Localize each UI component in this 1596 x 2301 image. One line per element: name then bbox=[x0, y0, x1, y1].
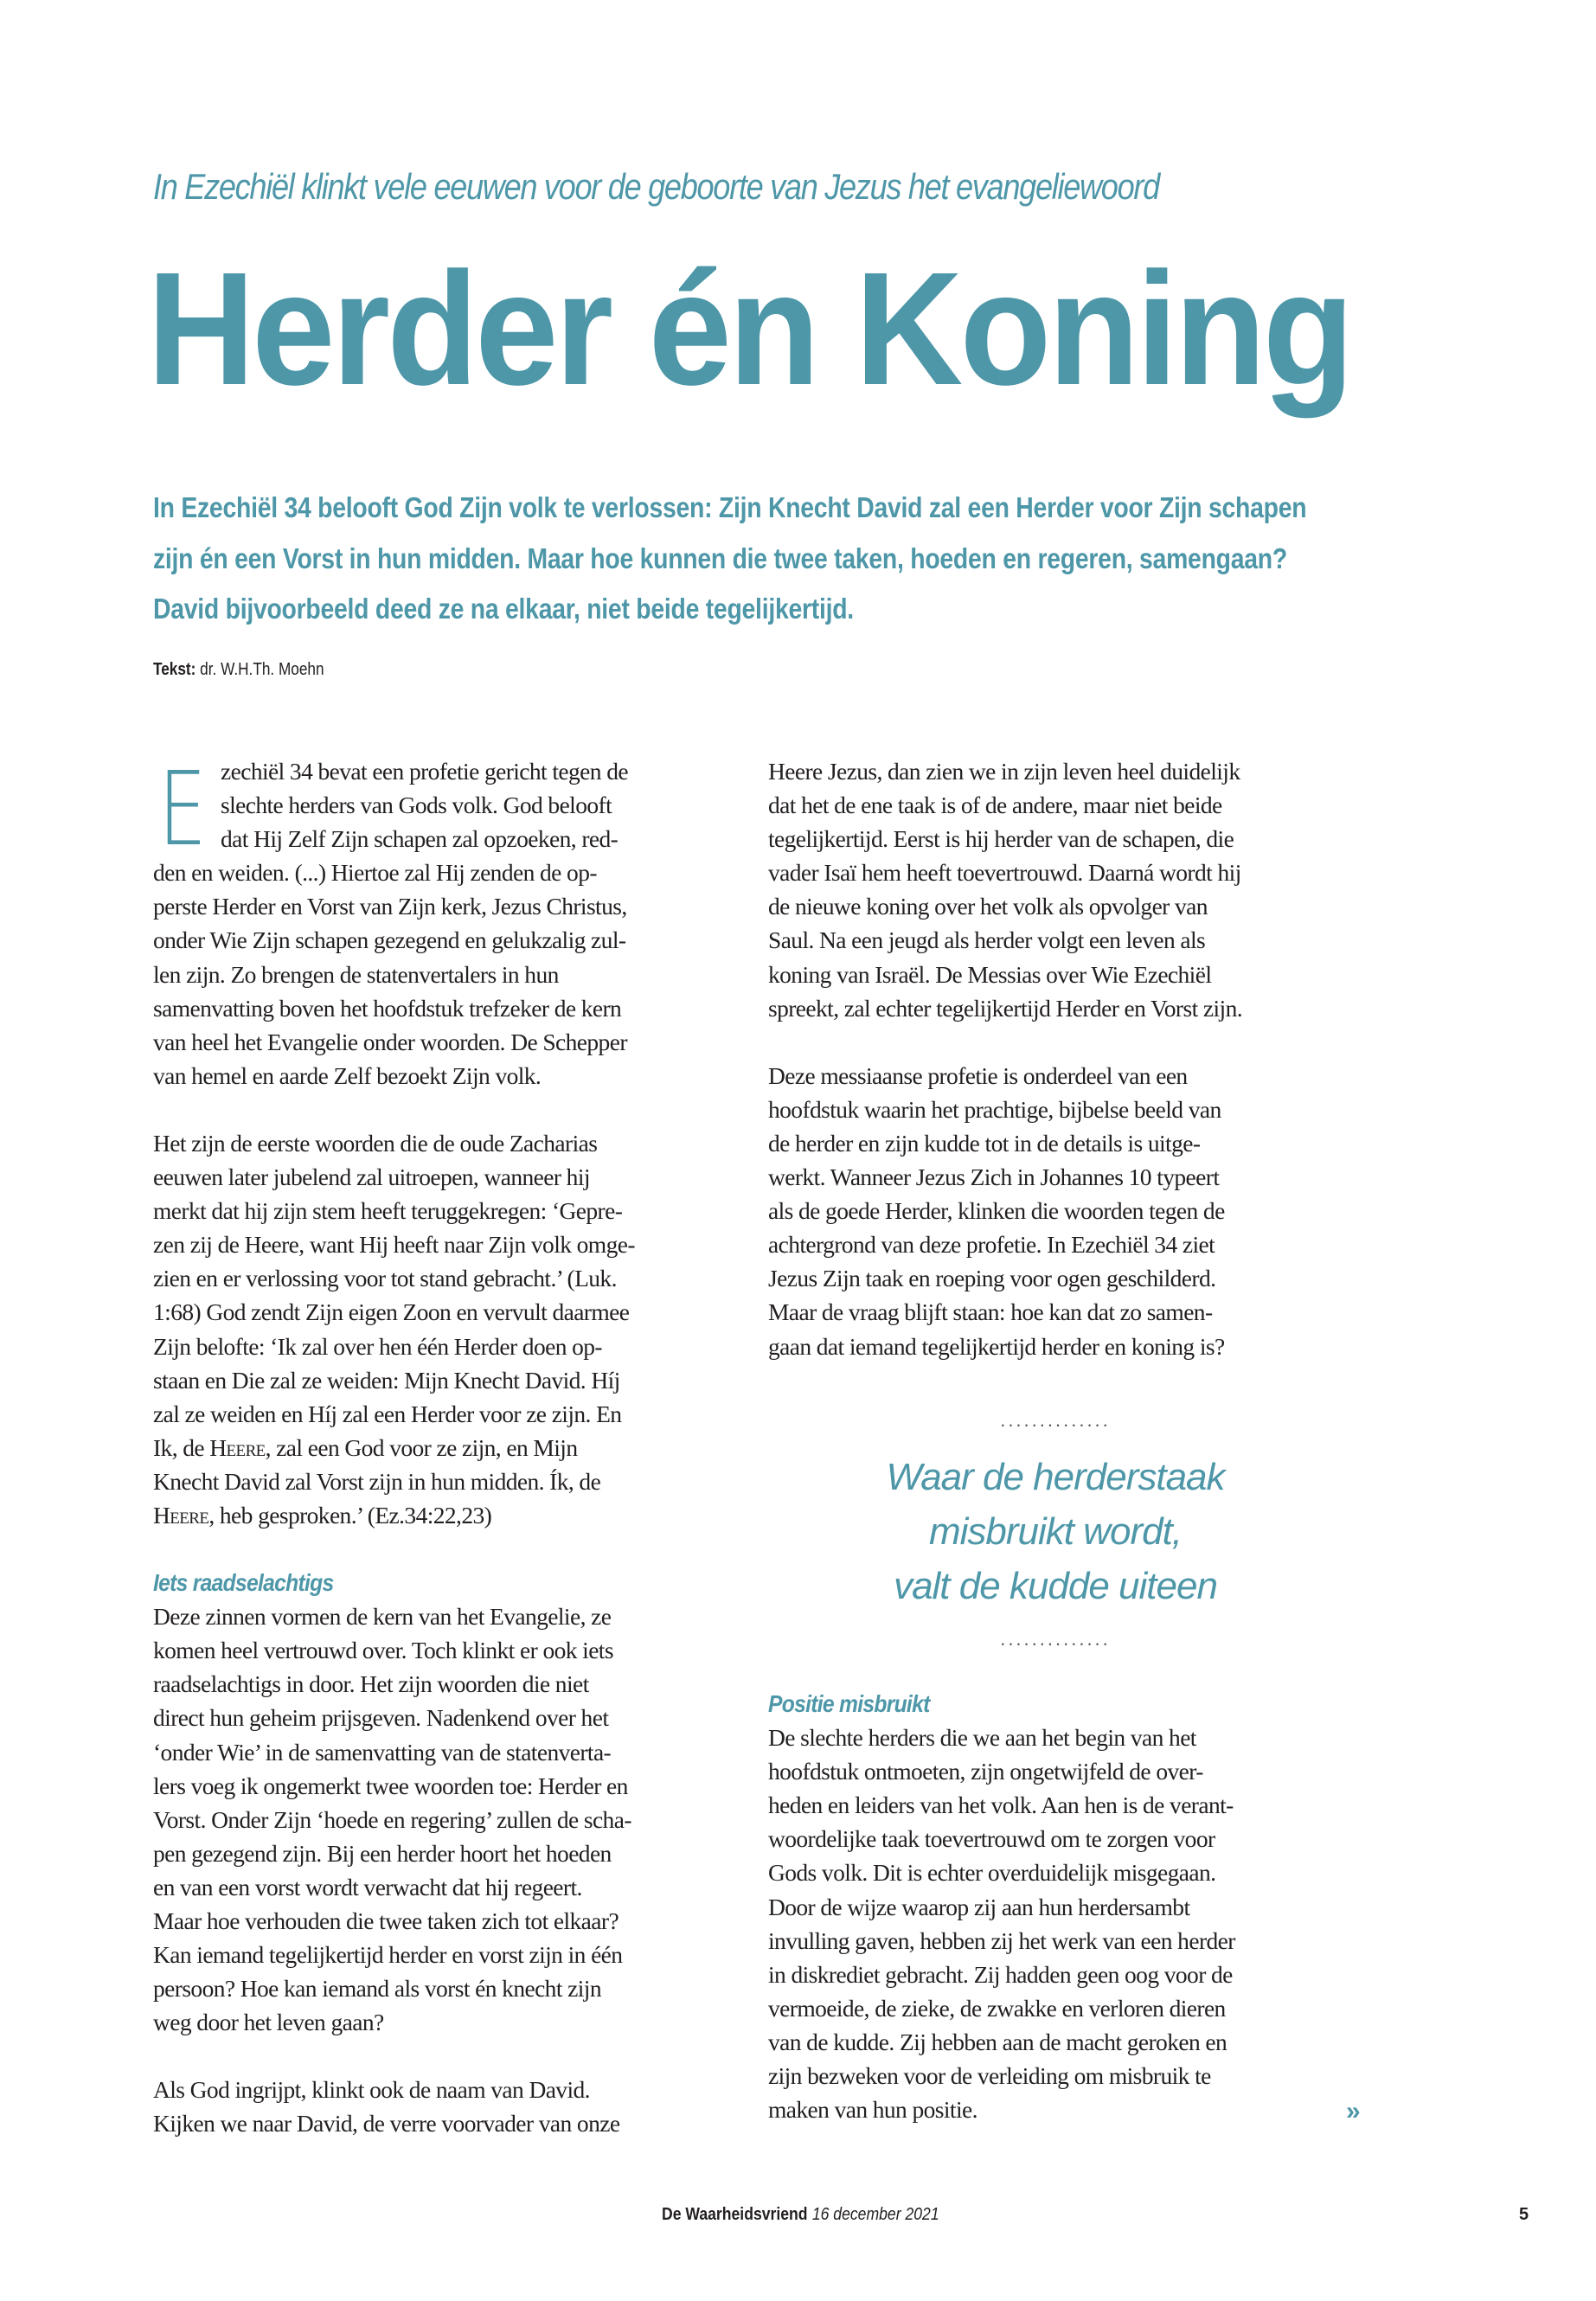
intro-line: David bijvoorbeeld deed ze na elkaar, niet beide tegelijkertijd. bbox=[153, 593, 854, 625]
page-title: Herder én Koning bbox=[147, 240, 1351, 419]
text-line: Saul. Na een jeugd als herder volgt een leven als bbox=[768, 926, 1206, 954]
text-line: maken van hun positie. bbox=[768, 2096, 977, 2124]
text-line: van heel het Evangelie onder woorden. De Schepper bbox=[153, 1028, 627, 1055]
pull-quote-line: misbruikt wordt, bbox=[928, 1510, 1183, 1553]
text-line: koning van Israël. De Messias over Wie Ezechiël bbox=[768, 960, 1212, 988]
paragraph-gap bbox=[153, 1532, 724, 1566]
text-line: Maar hoe verhouden die twee taken zich tot elkaar? bbox=[153, 1907, 619, 1934]
text-fragment: Ik, de bbox=[153, 1433, 210, 1461]
footer bbox=[662, 2205, 939, 2225]
text-line: als de goede Herder, klinken die woorden tegen de bbox=[768, 1197, 1225, 1225]
text-line: staan en Die zal ze weiden: Mijn Knecht David. Híj bbox=[153, 1366, 620, 1394]
page-number: 5 bbox=[1519, 2205, 1529, 2224]
small-caps-heere: Heere bbox=[209, 1433, 266, 1461]
text-line: pen gezegend zijn. Bij een herder hoort het hoeden bbox=[153, 1839, 612, 1867]
text-line: slechte herders van Gods volk. God belooft bbox=[221, 792, 612, 819]
subheading: Iets raadselachtigs bbox=[153, 1569, 334, 1597]
text-line: invulling gaven, hebben zij het werk van een herder bbox=[768, 1926, 1235, 1954]
text-line bbox=[153, 1431, 724, 1465]
text-line: zen zij de Heere, want Hij heeft naar Zijn volk omge- bbox=[153, 1231, 635, 1259]
dotted-divider-bottom: .............. bbox=[1000, 1628, 1111, 1650]
text-line: 1:68) God zendt Zijn eigen Zoon en vervult daarmee bbox=[153, 1298, 630, 1326]
text-line: Gods volk. Dit is echter overduidelijk misgegaan. bbox=[768, 1859, 1216, 1887]
text-line: komen heel vertrouwd over. Toch klinkt er ook iets bbox=[153, 1637, 613, 1664]
text-line: merkt dat hij zijn stem heeft teruggekregen: ‘Gepre- bbox=[153, 1197, 623, 1225]
drop-cap: E bbox=[158, 749, 207, 868]
text-line: lers voeg ik ongemerkt twee woorden toe: Herder en bbox=[153, 1772, 628, 1799]
text-line: vader Isaï hem heeft toevertrouwd. Daarná wordt hij bbox=[768, 859, 1241, 887]
text-fragment: , zal een God voor ze zijn, en Mijn bbox=[265, 1433, 578, 1461]
text-line: raadselachtigs in door. Het zijn woorden die niet bbox=[153, 1670, 589, 1698]
text-line: gaan dat iemand tegelijkertijd herder en koning is? bbox=[768, 1332, 1225, 1360]
intro-lead bbox=[153, 483, 1358, 635]
text-line: perste Herder en Vorst van Zijn kerk, Jezus Christus, bbox=[153, 893, 627, 920]
byline-label: Tekst: bbox=[153, 660, 196, 679]
text-line: onder Wie Zijn schapen gezegend en gelukzalig zul- bbox=[153, 926, 626, 954]
text-line: Maar de vraag blijft staan: hoe kan dat zo samen- bbox=[768, 1298, 1213, 1326]
text-line: de nieuwe koning over het volk als opvolger van bbox=[768, 893, 1208, 920]
text-line: werkt. Wanneer Jezus Zich in Johannes 10 typeert bbox=[768, 1163, 1220, 1191]
text-line bbox=[153, 1498, 724, 1532]
pull-quote-line: valt de kudde uiteen bbox=[894, 1565, 1217, 1607]
text-line: zal ze weiden en Híj zal een Herder voor ze zijn. En bbox=[153, 1400, 622, 1427]
text-line: ‘onder Wie’ in de samenvatting van de statenverta- bbox=[153, 1738, 612, 1766]
text-line: Als God ingrijpt, klinkt ook de naam van David. bbox=[153, 2076, 590, 2104]
byline-author: dr. W.H.Th. Moehn bbox=[195, 660, 324, 679]
text-line: eeuwen later jubelend zal uitroepen, wanneer hij bbox=[153, 1163, 590, 1191]
issue-date: 16 december 2021 bbox=[811, 2205, 939, 2224]
text-line: zien en er verlossing voor tot stand gebracht.’ (Luk. bbox=[153, 1265, 617, 1292]
text-line: Kijken we naar David, de verre voorvader van onze bbox=[153, 2110, 620, 2138]
text-line: weg door het leven gaan? bbox=[153, 2009, 384, 2036]
text-line: Het zijn de eerste woorden die de oude Zacharias bbox=[153, 1129, 598, 1157]
text-line: dat het de ene taak is of de andere, maar niet beide bbox=[768, 792, 1222, 819]
left-column bbox=[153, 749, 724, 2141]
dotted-divider-top: .............. bbox=[1000, 1409, 1111, 1431]
paragraph-gap bbox=[153, 2039, 724, 2073]
text-line: Deze zinnen vormen de kern van het Evangelie, ze bbox=[153, 1603, 612, 1631]
text-line: heden en leiders van het volk. Aan hen is de verant- bbox=[768, 1791, 1234, 1819]
text-line: de herder en zijn kudde tot in de details is uitge- bbox=[768, 1129, 1201, 1157]
text-line: Knecht David zal Vorst zijn in hun midden. Ík, de bbox=[153, 1467, 601, 1495]
subheading: Positie misbruikt bbox=[768, 1690, 930, 1717]
paragraph-gap bbox=[768, 1025, 1339, 1059]
text-line: direct hun geheim prijsgeven. Nadenkend over het bbox=[153, 1704, 609, 1732]
text-line: vermoeide, de zieke, de zwakke en verloren dieren bbox=[768, 1994, 1226, 2022]
right-column-lower bbox=[768, 1687, 1339, 2126]
kicker: In Ezechiël klinkt vele eeuwen voor de geboorte van Jezus het evangeliewoord bbox=[153, 166, 1159, 207]
pull-quote-line: Waar de herderstaak bbox=[886, 1456, 1225, 1498]
text-line: Vorst. Onder Zijn ‘hoede en regering’ zullen de scha- bbox=[153, 1805, 631, 1833]
text-line: Door de wijze waarop zij aan hun herdersambt bbox=[768, 1893, 1190, 1920]
text-line: Zijn belofte: ‘Ik zal over hen één Herder doen op- bbox=[153, 1332, 602, 1360]
text-line: van de kudde. Zij hebben aan de macht geroken en bbox=[768, 2028, 1227, 2055]
text-line: van hemel en aarde Zelf bezoekt Zijn volk. bbox=[153, 1061, 542, 1089]
text-fragment: , heb gesproken.’ (Ez.34:22,23) bbox=[208, 1501, 492, 1529]
text-line: samenvatting boven het hoofdstuk trefzeker de kern bbox=[153, 994, 622, 1022]
byline bbox=[153, 660, 324, 680]
text-line: Heere Jezus, dan zien we in zijn leven heel duidelijk bbox=[768, 758, 1240, 785]
text-line: dat Hij Zelf Zijn schapen zal opzoeken, red- bbox=[221, 825, 619, 853]
text-line: Kan iemand tegelijkertijd herder en vorst zijn in één bbox=[153, 1941, 623, 1969]
text-line: len zijn. Zo brengen de statenvertalers in hun bbox=[153, 960, 559, 988]
text-line: spreekt, zal echter tegelijkertijd Herder en Vorst zijn. bbox=[768, 994, 1243, 1022]
text-line: achtergrond van deze profetie. In Ezechiël 34 ziet bbox=[768, 1231, 1215, 1259]
continue-arrow-icon: » bbox=[1346, 2097, 1361, 2125]
text-line: zijn bezweken voor de verleiding om misbruik te bbox=[768, 2062, 1211, 2090]
text-line: en van een vorst wordt verwacht dat hij regeert. bbox=[153, 1873, 582, 1900]
text-line: hoofdstuk waarin het prachtige, bijbelse beeld van bbox=[768, 1095, 1221, 1123]
text-line: zechiël 34 bevat een profetie gericht tegen de bbox=[221, 758, 628, 785]
intro-line: In Ezechiël 34 belooft God Zijn volk te verlossen: Zijn Knecht David zal een Herder voor Zijn schapen bbox=[153, 491, 1307, 523]
magazine-name: De Waarheidsvriend bbox=[662, 2205, 808, 2224]
text-line: Deze messiaanse profetie is onderdeel van een bbox=[768, 1061, 1188, 1089]
text-line: De slechte herders die we aan het begin van het bbox=[768, 1724, 1196, 1752]
pull-quote bbox=[830, 1410, 1280, 1650]
text-line: tegelijkertijd. Eerst is hij herder van de schapen, die bbox=[768, 825, 1234, 853]
paragraph-gap bbox=[153, 1093, 724, 1126]
text-line: woordelijke taak toevertrouwd om te zorgen voor bbox=[768, 1825, 1215, 1853]
text-line: in diskrediet gebracht. Zij hadden geen oog voor de bbox=[768, 1960, 1233, 1988]
pull-quote-text bbox=[830, 1450, 1280, 1613]
intro-line: zijn én een Vorst in hun midden. Maar hoe kunnen die twee taken, hoeden en regeren, samengaan? bbox=[153, 542, 1287, 574]
small-caps-heere: Heere bbox=[153, 1501, 209, 1529]
text-line: Jezus Zijn taak en roeping voor ogen geschilderd. bbox=[768, 1265, 1216, 1292]
text-line: persoon? Hoe kan iemand als vorst én knecht zijn bbox=[153, 1975, 601, 2003]
text-line: hoofdstuk ontmoeten, zijn ongetwijfeld de over- bbox=[768, 1758, 1203, 1785]
text-line: den en weiden. (...) Hiertoe zal Hij zenden de op- bbox=[153, 859, 597, 887]
right-column bbox=[768, 754, 1339, 1363]
